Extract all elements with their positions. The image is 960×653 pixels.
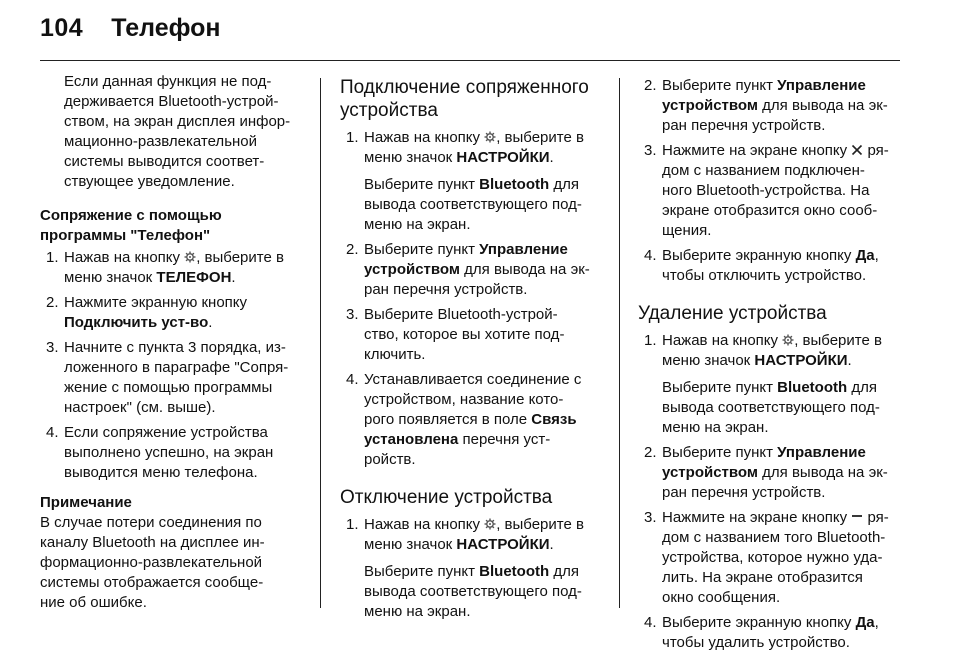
step-text: щения. — [662, 222, 712, 239]
step-text: меню на экран. — [364, 216, 471, 233]
page-number: 104 — [40, 14, 84, 42]
step-text: меню на экран. — [662, 419, 769, 436]
step-text: устройства, которое нужно уда- — [662, 549, 883, 566]
menu-label-bluetooth: Bluetooth — [777, 379, 848, 396]
intro-paragraph — [40, 72, 312, 192]
button-label-yes: Да — [855, 247, 875, 264]
step-text: лить. На экране отобразится — [662, 569, 863, 586]
list-item — [40, 338, 312, 418]
step-text: Выберите пункт — [364, 563, 480, 580]
step-text: , — [874, 614, 879, 631]
step-subparagraph — [364, 175, 608, 235]
step-number: 4. — [644, 247, 657, 264]
list-item — [40, 293, 312, 333]
step-text: чтобы удалить устройство. — [662, 634, 850, 651]
text-line: В случае потери соединения по — [40, 514, 262, 531]
gear-icon — [484, 131, 496, 143]
list-item — [638, 443, 906, 503]
gear-icon — [184, 251, 196, 263]
step-text: меню значок — [662, 352, 755, 369]
close-x-icon — [851, 144, 863, 156]
menu-label-settings: НАСТРОЙКИ — [456, 536, 550, 553]
list-item — [340, 515, 608, 622]
step-text: . — [847, 352, 852, 369]
step-text: Нажав на кнопку — [364, 129, 485, 146]
delete-steps — [638, 331, 906, 653]
page-header — [40, 14, 221, 54]
text-line: мационно-развлекательной — [64, 133, 258, 150]
step-text: Выберите пункт — [364, 241, 480, 258]
disconnect-steps-continued — [638, 76, 906, 286]
step-number: 3. — [644, 142, 657, 159]
step-text: окно сообщения. — [662, 589, 781, 606]
step-text: Выберите пункт — [662, 77, 778, 94]
step-text: для — [549, 176, 579, 193]
note-body — [40, 513, 312, 613]
text-line: держивается Bluetooth-устрой- — [64, 93, 279, 110]
menu-label-device-management: Управление — [777, 77, 866, 94]
step-text: для — [549, 563, 579, 580]
list-item — [638, 331, 906, 438]
step-text: Выберите пункт — [662, 379, 778, 396]
text-line: ние об ошибке. — [40, 594, 147, 611]
pairing-steps — [40, 248, 312, 483]
text-line: ствующее уведомление. — [64, 173, 235, 190]
menu-label-settings: НАСТРОЙКИ — [456, 149, 550, 166]
step-text: , — [874, 247, 879, 264]
field-label-connection: установлена — [364, 431, 459, 448]
step-number: 2. — [644, 77, 657, 94]
step-text: меню значок — [364, 149, 457, 166]
step-text: дом с названием подключен- — [662, 162, 865, 179]
step-text: . — [549, 536, 554, 553]
step-number: 1. — [346, 129, 359, 146]
step-text: ключить. — [364, 346, 426, 363]
section-heading-disconnect: Отключение устройства — [340, 487, 553, 508]
step-number: 3. — [46, 339, 59, 356]
menu-label-phone: ТЕЛЕФОН — [156, 269, 232, 286]
step-text: Выберите экранную кнопку — [662, 614, 856, 631]
column-2 — [340, 76, 608, 622]
text-line: системы отображается сообще- — [40, 574, 264, 591]
step-text: ного Bluetooth-устройства. На — [662, 182, 870, 199]
field-label-connection: Связь — [531, 411, 577, 428]
step-text: Устанавливается соединение с — [364, 371, 582, 388]
step-text: ройств. — [364, 451, 416, 468]
step-number: 1. — [644, 332, 657, 349]
step-number: 2. — [346, 241, 359, 258]
step-text: ря- — [863, 142, 889, 159]
text-line: ством, на экран дисплея инфор- — [64, 113, 291, 130]
menu-label-device-management: устройством — [662, 464, 758, 481]
step-text: жение с помощью программы — [64, 379, 273, 396]
step-text: меню значок — [64, 269, 157, 286]
step-text: Нажав на кнопку — [64, 249, 185, 266]
text-line: каналу Bluetooth на дисплее ин- — [40, 534, 265, 551]
step-text: выводится меню телефона. — [64, 464, 258, 481]
page-title: Телефон — [111, 14, 221, 42]
menu-label-bluetooth: Bluetooth — [479, 176, 550, 193]
step-text: для — [847, 379, 877, 396]
step-text: . — [549, 149, 554, 166]
step-text: Выберите экранную кнопку — [662, 247, 856, 264]
menu-label-device-management: Управление — [479, 241, 568, 258]
step-number: 4. — [346, 371, 359, 388]
minus-icon — [851, 511, 863, 523]
step-text: устройством, название кото- — [364, 391, 564, 408]
list-item — [340, 240, 608, 300]
text-line: формационно-развлекательной — [40, 554, 263, 571]
step-text: . — [231, 269, 236, 286]
step-text: выполнено успешно, на экран — [64, 444, 274, 461]
step-number: 1. — [46, 249, 59, 266]
step-text: дом с названием того Bluetooth- — [662, 529, 886, 546]
list-item — [638, 613, 906, 653]
text-line: Если данная функция не под- — [64, 73, 272, 90]
step-text: , выберите в — [794, 332, 882, 349]
menu-label-device-management: устройством — [662, 97, 758, 114]
menu-label-bluetooth: Bluetooth — [479, 563, 550, 580]
step-text: Начните с пункта 3 порядка, из- — [64, 339, 286, 356]
section-heading-connect — [340, 76, 608, 122]
step-text: экране отобразится окно сооб- — [662, 202, 878, 219]
menu-label-settings: НАСТРОЙКИ — [754, 352, 848, 369]
step-number: 2. — [644, 444, 657, 461]
step-text: ран перечня устройств. — [364, 281, 528, 298]
step-text: . — [208, 314, 213, 331]
step-text: ство, которое вы хотите под- — [364, 326, 565, 343]
step-number: 3. — [346, 306, 359, 323]
step-text: перечня уст- — [458, 431, 551, 448]
step-subparagraph — [662, 378, 906, 438]
step-text: для вывода на эк- — [459, 261, 590, 278]
subheading-pairing-phone — [40, 206, 312, 246]
list-item — [638, 246, 906, 286]
column-divider-2 — [619, 78, 620, 608]
step-text: Нажав на кнопку — [662, 332, 783, 349]
step-number: 3. — [644, 509, 657, 526]
disconnect-steps — [340, 515, 608, 622]
step-text: вывода соответствующего под- — [364, 583, 582, 600]
subheading-line: Сопряжение с помощью — [40, 207, 222, 224]
section-heading-delete: Удаление устройства — [638, 303, 827, 324]
column-1 — [40, 72, 312, 613]
column-divider-1 — [320, 78, 321, 608]
step-text: , выберите в — [496, 129, 584, 146]
step-text: Нажав на кнопку — [364, 516, 485, 533]
step-text: , выберите в — [196, 249, 284, 266]
list-item — [340, 370, 608, 470]
list-item — [40, 423, 312, 483]
gear-icon — [782, 334, 794, 346]
step-number: 2. — [46, 294, 59, 311]
step-text: Нажмите на экране кнопку — [662, 509, 852, 526]
step-text: для вывода на эк- — [757, 464, 888, 481]
text-line: системы выводится соответ- — [64, 153, 265, 170]
step-text: Выберите пункт — [662, 444, 778, 461]
step-number: 4. — [644, 614, 657, 631]
list-item — [638, 141, 906, 241]
step-text: рого появляется в поле — [364, 411, 532, 428]
subheading-line: программы "Телефон" — [40, 227, 211, 244]
step-text: меню значок — [364, 536, 457, 553]
step-text: вывода соответствующего под- — [662, 399, 880, 416]
step-text: ран перечня устройств. — [662, 117, 826, 134]
connect-steps — [340, 128, 608, 470]
step-number: 1. — [346, 516, 359, 533]
gear-icon — [484, 518, 496, 530]
step-text: Нажмите на экране кнопку — [662, 142, 852, 159]
menu-label-device-management: устройством — [364, 261, 460, 278]
menu-label-device-management: Управление — [777, 444, 866, 461]
note-heading: Примечание — [40, 494, 132, 511]
list-item — [340, 128, 608, 235]
step-text: ложенного в параграфе "Сопря- — [64, 359, 289, 376]
step-text: настроек" (см. выше). — [64, 399, 216, 416]
header-divider — [40, 60, 900, 61]
step-text: Выберите пункт — [364, 176, 480, 193]
step-text: Выберите Bluetooth-устрой- — [364, 306, 558, 323]
column-3 — [638, 76, 906, 653]
list-item — [638, 76, 906, 136]
step-text: , выберите в — [496, 516, 584, 533]
step-text: ря- — [863, 509, 889, 526]
step-text: вывода соответствующего под- — [364, 196, 582, 213]
step-text: ран перечня устройств. — [662, 484, 826, 501]
list-item — [638, 508, 906, 608]
step-text: Нажмите экранную кнопку — [64, 294, 248, 311]
step-text: чтобы отключить устройство. — [662, 267, 867, 284]
step-number: 4. — [46, 424, 59, 441]
step-subparagraph — [364, 562, 608, 622]
list-item — [340, 305, 608, 365]
step-text: для вывода на эк- — [757, 97, 888, 114]
heading-line: устройства — [340, 100, 438, 121]
button-label-yes: Да — [855, 614, 875, 631]
step-text: Если сопряжение устройства — [64, 424, 268, 441]
button-label-connect: Подключить уст-во — [64, 314, 209, 331]
step-text: меню на экран. — [364, 603, 471, 620]
list-item — [40, 248, 312, 288]
heading-line: Подключение сопряженного — [340, 77, 589, 98]
